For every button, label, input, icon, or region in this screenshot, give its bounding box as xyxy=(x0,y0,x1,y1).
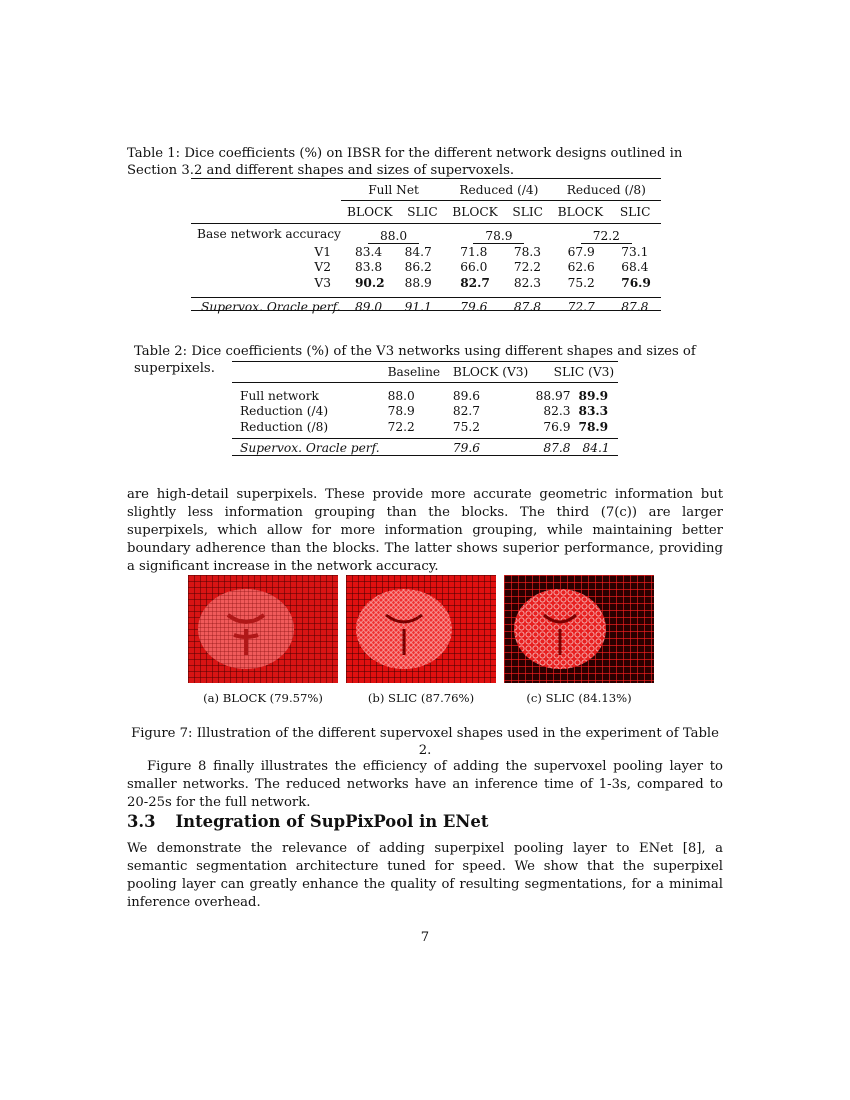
table-row xyxy=(191,259,661,274)
table1-cell xyxy=(341,223,446,244)
table2-cell: 82.3 xyxy=(543,403,571,418)
table1-row-label: V2 xyxy=(314,259,331,274)
table-row xyxy=(232,388,618,403)
table1-oracle-label: Supervox. Oracle perf. xyxy=(191,297,341,317)
table-row xyxy=(191,244,661,259)
table1-sub-header: SLIC xyxy=(619,204,651,219)
table1-cell: 78.3 xyxy=(513,244,541,259)
table1-cell: 82.7 xyxy=(460,275,490,290)
table1-cell: 72.2 xyxy=(513,259,541,274)
table-row xyxy=(232,403,618,418)
figure-subcaption-c: (c) SLIC (84.13%) xyxy=(526,691,632,705)
table2-cell: 78.9 xyxy=(578,419,609,434)
table2-header: BLOCK (V3) xyxy=(452,364,529,379)
figure7-caption: Figure 7: Illustration of the different supervoxel shapes used in the experiment of Table 2. xyxy=(131,726,719,758)
table2-cell: 89.9 xyxy=(578,388,609,403)
table1-base-value: 78.9 xyxy=(473,229,524,244)
table2-header: Baseline xyxy=(387,364,441,379)
table2-cell: 75.2 xyxy=(452,419,480,434)
table2-caption: Table 2: Dice coefficients (%) of the V3 networks using different shapes and sizes of superpixels. xyxy=(134,344,696,376)
section-title: Integration of SupPixPool in ENet xyxy=(175,812,489,831)
table2-cell: 87.8 xyxy=(532,438,577,458)
figure-slic-superpixels-small xyxy=(346,575,496,683)
table2-cell: 78.9 xyxy=(387,403,415,418)
table1-group-header: Full Net xyxy=(341,180,446,200)
table1-cell: 91.1 xyxy=(399,297,447,317)
table1-cell: 71.8 xyxy=(460,244,488,259)
table1 xyxy=(191,180,661,317)
table1-cell: 89.0 xyxy=(341,297,399,317)
table1-cell: 76.9 xyxy=(621,275,651,290)
body-paragraph: are high-detail superpixels. These provide more accurate geometric information but slightly less information grouping than the blocks. The third (7(c)) are larger superpixels, which allow for more information grouping, while maintaining better boundary adherence than the blocks. The latter shows superior performance, providing a significant increase in the network accuracy. xyxy=(127,487,723,574)
table1-cell: 90.2 xyxy=(354,275,385,290)
table2-cell: 76.9 xyxy=(543,419,571,434)
table2-cell: 88.97 xyxy=(535,388,571,403)
table2-header: SLIC (V3) xyxy=(553,364,615,379)
figure-subcaption-b: (b) SLIC (87.76%) xyxy=(367,691,475,705)
table1-cell: 72.7 xyxy=(552,297,610,317)
table1-cell: 88.9 xyxy=(404,275,432,290)
figure-block-superpixels xyxy=(188,575,338,683)
table1-base-value: 72.2 xyxy=(581,229,632,244)
table2 xyxy=(232,362,618,458)
table-row xyxy=(191,297,661,317)
table-row xyxy=(191,274,661,291)
table1-cell: 62.6 xyxy=(567,259,595,274)
table1-cell: 86.2 xyxy=(404,259,432,274)
table1-cell: 87.8 xyxy=(504,297,552,317)
table2-row-label: Reduction (/8) xyxy=(240,419,329,434)
table1-cell: 83.4 xyxy=(354,244,383,259)
table1-base-value: 88.0 xyxy=(368,229,419,244)
table1-base-label: Base network accuracy xyxy=(191,223,341,244)
table1-row-label: V1 xyxy=(314,244,331,259)
table2-cell: 72.2 xyxy=(387,419,415,434)
body-paragraph: Figure 8 finally illustrates the efficiency of adding the supervoxel pooling layer to smaller networks. The reduced networks have an inference time of 1-3s, compared to 20-25s for the full network. xyxy=(127,759,723,810)
table2-row-label: Reduction (/4) xyxy=(240,403,329,418)
table2-cell: 89.6 xyxy=(452,388,480,403)
section-number: 3.3 xyxy=(127,812,156,831)
table1-cell: 79.6 xyxy=(446,297,504,317)
table2-row-label: Full network xyxy=(240,388,319,403)
table1-row-label: V3 xyxy=(314,275,331,290)
table2-bottom-rule xyxy=(232,455,618,456)
table1-cell xyxy=(552,223,661,244)
table1-cell: 83.8 xyxy=(354,259,383,274)
table1-bottom-rule xyxy=(191,310,661,311)
table2-oracle-label: Supervox. Oracle perf. xyxy=(232,438,380,458)
table-row xyxy=(232,418,618,435)
figure-slic-superpixels-large xyxy=(504,575,654,683)
table1-sub-header: SLIC xyxy=(512,204,543,219)
table1-sub-header: BLOCK xyxy=(347,204,393,219)
table1-group-header: Reduced (/4) xyxy=(446,180,551,200)
table2-cell: 82.7 xyxy=(452,403,480,418)
table2-top-rule xyxy=(232,361,618,362)
table1-cell: 73.1 xyxy=(621,244,649,259)
table1-caption: Table 1: Dice coefficients (%) on IBSR for the different network designs outlined in Section 3.2 and different shapes and sizes of supervoxels. xyxy=(127,146,683,178)
table2-cell: 88.0 xyxy=(387,388,415,403)
table1-cell: 84.7 xyxy=(404,244,432,259)
table1-cell: 82.3 xyxy=(513,275,541,290)
page-number: 7 xyxy=(420,930,430,945)
section-heading xyxy=(127,812,488,831)
table1-top-rule xyxy=(191,178,661,179)
table1-cell: 66.0 xyxy=(460,259,488,274)
table1-cell: 87.8 xyxy=(609,297,661,317)
table2-cell: 84.1 xyxy=(576,438,618,458)
table1-cell: 68.4 xyxy=(621,259,649,274)
table2-cell: 83.3 xyxy=(578,403,609,418)
table1-sub-header: BLOCK xyxy=(452,204,498,219)
table1-sub-header: SLIC xyxy=(407,204,438,219)
table1-group-header: Reduced (/8) xyxy=(552,180,661,200)
figure-subcaption-a: (a) BLOCK (79.57%) xyxy=(203,691,323,705)
body-paragraph: We demonstrate the relevance of adding superpixel pooling layer to ENet [8], a semantic segmentation architecture tuned for speed. We show that the superpixel pooling layer can greatly enhance the quality of resulting segmentations, for a minimal inference overhead. xyxy=(127,841,723,910)
table1-sub-header: BLOCK xyxy=(557,204,604,219)
table1-cell: 75.2 xyxy=(567,275,595,290)
table1-cell: 67.9 xyxy=(567,244,595,259)
table2-cell: 79.6 xyxy=(441,438,532,458)
table1-cell xyxy=(446,223,551,244)
